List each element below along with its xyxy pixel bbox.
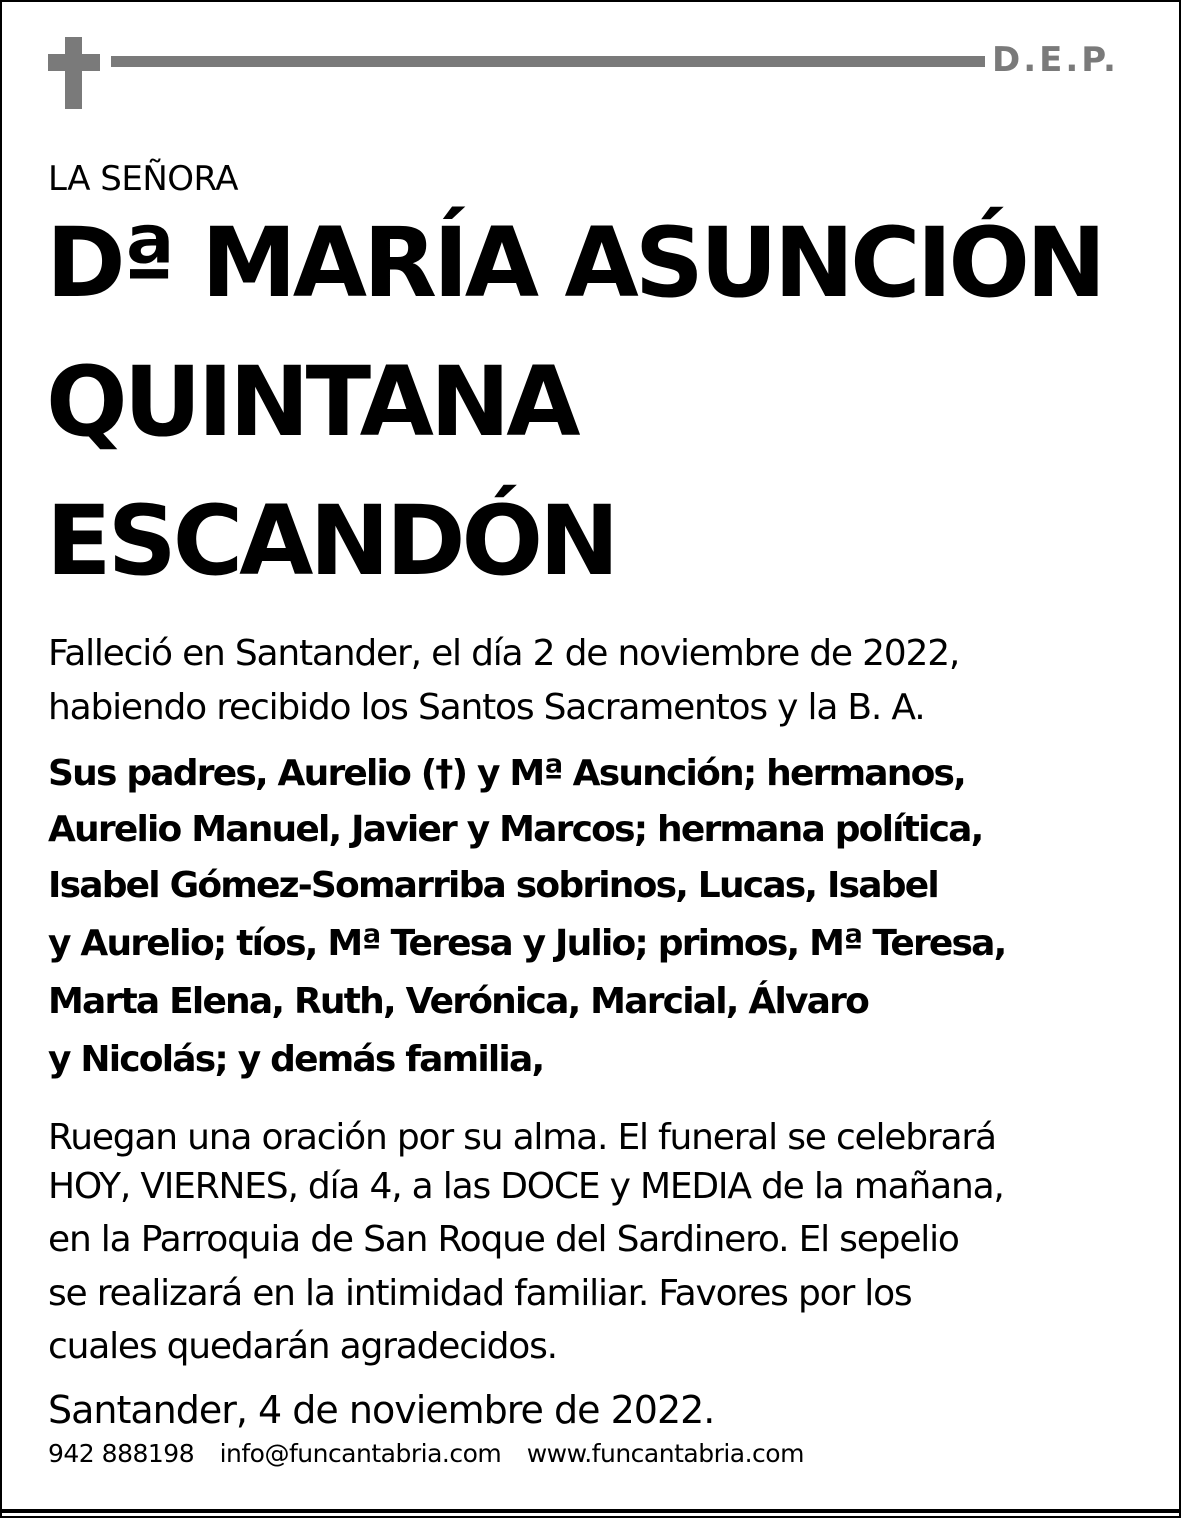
funeral-line: se realizará en la intimidad familiar. Favores por los xyxy=(48,1273,912,1314)
name-line: QUINTANA xyxy=(46,346,577,458)
death-notice-line: habiendo recibido los Santos Sacramentos y la B. A. xyxy=(48,687,925,728)
dep-label: D.E.P. xyxy=(992,40,1119,80)
family-line: y Nicolás; y demás familia, xyxy=(48,1039,544,1080)
family-line: Aurelio Manuel, Javier y Marcos; hermana política, xyxy=(48,809,983,850)
phone-number: 942 888198 xyxy=(48,1439,195,1468)
bottom-border xyxy=(0,1509,1181,1513)
family-line: y Aurelio; tíos, Mª Teresa y Julio; primos, Mª Teresa, xyxy=(48,923,1006,964)
email-address[interactable]: info@funcantabria.com xyxy=(219,1439,502,1468)
name-line: Dª MARÍA ASUNCIÓN xyxy=(46,207,1103,319)
funeral-line: Ruegan una oración por su alma. El funeral se celebrará xyxy=(48,1117,996,1158)
family-line: Isabel Gómez-Somarriba sobrinos, Lucas, Isabel xyxy=(48,865,938,906)
place-date: Santander, 4 de noviembre de 2022. xyxy=(48,1388,715,1432)
contact-line xyxy=(48,1437,822,1471)
funeral-line: HOY, VIERNES, día 4, a las DOCE y MEDIA de la mañana, xyxy=(48,1166,1004,1207)
death-notice-line: Falleció en Santander, el día 2 de noviembre de 2022, xyxy=(48,633,960,674)
family-line: Marta Elena, Ruth, Verónica, Marcial, Álvaro xyxy=(48,981,869,1022)
name-line: ESCANDÓN xyxy=(46,485,616,597)
header-rule xyxy=(111,56,985,67)
family-line: Sus padres, Aurelio (†) y Mª Asunción; hermanos, xyxy=(48,753,966,794)
cross-icon xyxy=(48,37,100,109)
funeral-line: cuales quedarán agradecidos. xyxy=(48,1326,557,1367)
pre-title: LA SEÑORA xyxy=(48,159,239,199)
website-link[interactable]: www.funcantabria.com xyxy=(526,1439,804,1468)
funeral-line: en la Parroquia de San Roque del Sardinero. El sepelio xyxy=(48,1219,959,1260)
deceased-name xyxy=(46,194,1146,611)
